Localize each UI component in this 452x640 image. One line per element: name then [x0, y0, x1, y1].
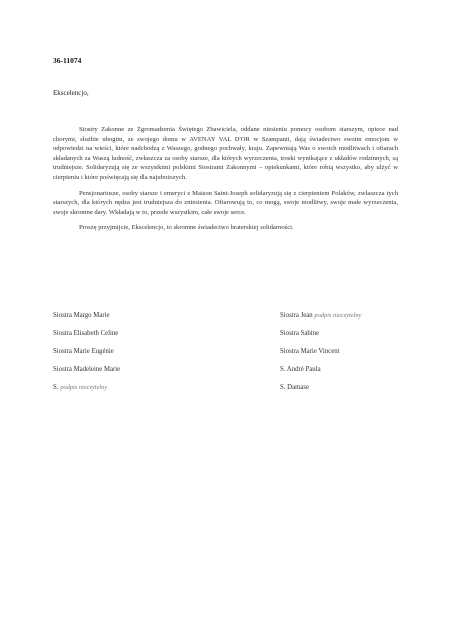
paragraph: Pensjonariusze, osoby starsze i emeryci z Maison Saint-Joseph solidaryzują się z cierpieniem Polaków, zwłaszcza tych starszych, dla których nędza jest trudniejsza do zniesienia. Ofiarowują to, co mogą, swoje modlitwy, swoje małe wyrzeczenia, swoje skromne dary. Wkładają w to, przede wszystkim, całe swoje serce. [53, 189, 398, 216]
illegible-note: podpis nieczytelny [314, 311, 362, 319]
signature-name: S. André Paula [280, 365, 321, 373]
salutation: Ekscelencjo, [53, 89, 89, 97]
signature-block [53, 306, 398, 396]
illegible-note: podpis nieczytelny [60, 383, 108, 391]
signature-left [53, 330, 280, 337]
signature-row [53, 342, 398, 360]
signature-left [53, 348, 280, 355]
reference-number: 36-11074 [53, 56, 82, 65]
signature-name: Siostra Margo Marie [53, 311, 110, 319]
signature-right [280, 312, 398, 319]
signature-row [53, 378, 398, 396]
signature-row [53, 360, 398, 378]
signature-left [53, 312, 280, 319]
signature-name: S. Damase [280, 383, 310, 391]
signature-name: S. [53, 383, 59, 391]
signature-name: Siostra Sabine [280, 329, 320, 337]
signature-left [53, 384, 280, 391]
signature-row [53, 306, 398, 324]
signature-name: Siostra Elisabeth Celine [53, 329, 119, 337]
signature-name: Siostra Marie Eugénie [53, 347, 114, 355]
paragraph: Siostry Zakonne ze Zgromadzenia Świętego Zbawiciela, oddane niesieniu pomocy osobom starszym, opiece nad chorymi, służbie ubogim, ze swojego domu w AVENAY VAL D'OR w Szampanii, dają świadectwo swoim emocjom w odpowiedzi na wieści, które nadchodzą z Waszego, godnego pochwały, kraju. Zapewniają Was o swoich modlitwach i ofiarach składanych za Waszą ludność, zwłaszcza za osoby starsze, dla których wyrzeczenia, troski wynikające z układów rodzinnych, są trudniejsze. Solidaryzują się ze wszystkimi polskimi Siostrami Zakonnymi – opiekunkami, które robią wszystko, aby ulżyć w cierpieniu i które poświęcają się dla najuboższych. [53, 126, 398, 181]
signature-name: Siostra Marie Vincent [280, 347, 340, 355]
paragraph: Proszę przyjmijcie, Ekscelencjo, to skromne świadectwo braterskiej solidarności. [79, 224, 294, 232]
signature-right [280, 330, 398, 337]
signature-row [53, 324, 398, 342]
signature-right [280, 366, 398, 373]
signature-left [53, 366, 280, 373]
signature-right [280, 384, 398, 391]
signature-right [280, 348, 398, 355]
signature-name: Siostra Madeleine Marie [53, 365, 121, 373]
letter-body [53, 125, 398, 239]
signature-name: Siostra Jean [280, 311, 313, 319]
